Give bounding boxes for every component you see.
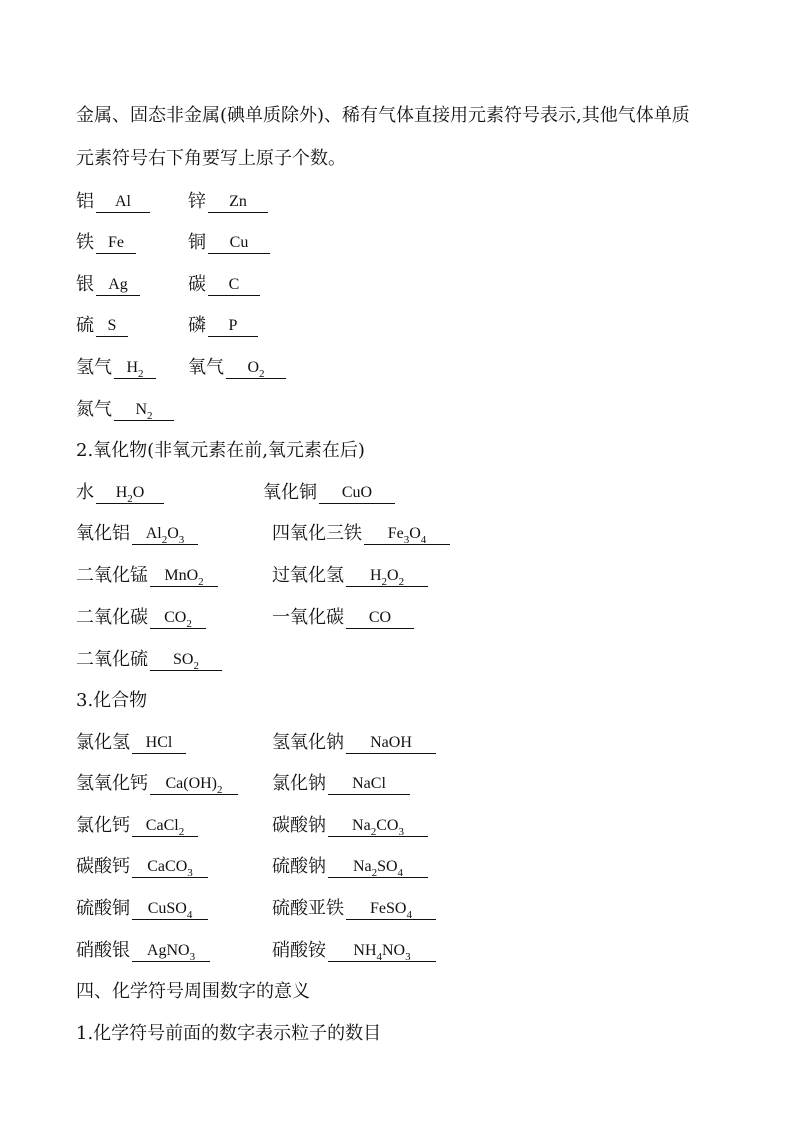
oxide-name: 二氧化锰 <box>76 565 148 586</box>
oxide-name: 氧化铝 <box>76 523 130 544</box>
formula-answer: FeSO$_4$ <box>346 897 436 920</box>
section-4-subtitle: 1.化学符号前面的数字表示粒子的数目 <box>76 1023 382 1044</box>
formula-answer: AgNO$_3$ <box>132 939 210 962</box>
formula-answer: $H_2$ <box>114 356 156 379</box>
element-name: 铁 <box>76 232 94 253</box>
formula-answer: S <box>96 314 128 337</box>
compound-name: 硫酸钠 <box>272 856 326 877</box>
compound-name: 氯化钙 <box>76 815 130 836</box>
formula-answer: C <box>208 273 260 296</box>
compound-name: 氢氧化钠 <box>272 732 344 753</box>
compound-name: 氯化氢 <box>76 732 130 753</box>
formula-answer: CaCl$_2$ <box>132 814 198 837</box>
formula-answer: HCl <box>132 731 186 754</box>
element-name: 铝 <box>76 191 94 212</box>
formula-answer: $H_2O_2$ <box>346 564 428 587</box>
compound-name: 硫酸铜 <box>76 898 130 919</box>
element-name: 铜 <box>188 232 206 253</box>
element-name: 氢气 <box>76 357 112 378</box>
formula-answer: Ag <box>96 273 140 296</box>
formula-answer: $O_2$ <box>226 356 286 379</box>
formula-answer: CuO <box>319 481 395 504</box>
formula-answer: Fe <box>96 231 136 254</box>
compound-name: 碳酸钙 <box>76 856 130 877</box>
formula-answer: NaCl <box>328 772 410 795</box>
formula-answer: MnO$_2$ <box>150 564 218 587</box>
section-3-title: 3.化合物 <box>76 690 148 711</box>
element-name: 银 <box>76 274 94 295</box>
oxide-name: 一氧化碳 <box>272 607 344 628</box>
formula-answer: $H_2O$ <box>96 481 164 504</box>
section-2-title: 2.氧化物(非氧元素在前,氧元素在后) <box>76 440 365 461</box>
intro-line-1: 金属、固态非金属(碘单质除外)、稀有气体直接用元素符号表示,其他气体单质 <box>76 105 690 126</box>
oxide-name: 氧化铜 <box>263 482 317 503</box>
formula-answer: CaCO$_3$ <box>132 855 208 878</box>
formula-answer: $Ca(OH)_2$ <box>150 772 238 795</box>
formula-answer: P <box>208 314 258 337</box>
intro-line-2: 元素符号右下角要写上原子个数。 <box>76 148 346 169</box>
element-name: 氧气 <box>188 357 224 378</box>
section-4-title: 四、化学符号周围数字的意义 <box>76 981 310 1002</box>
formula-answer: $SO_2$ <box>150 648 222 671</box>
element-name: 氮气 <box>76 399 112 420</box>
oxide-name: 二氧化碳 <box>76 607 148 628</box>
formula-answer: CO <box>346 606 414 629</box>
element-name: 磷 <box>188 315 206 336</box>
formula-answer: Cu <box>208 231 270 254</box>
compound-name: 氢氧化钙 <box>76 773 148 794</box>
formula-answer: Al <box>96 190 150 213</box>
formula-answer: CuSO$_4$ <box>132 897 208 920</box>
formula-answer: $Al_2O_3$ <box>132 522 198 545</box>
oxide-name: 二氧化硫 <box>76 649 148 670</box>
formula-answer: $Fe_3O_4$ <box>364 522 450 545</box>
formula-answer: $N_2$ <box>114 398 174 421</box>
compound-name: 碳酸钠 <box>272 815 326 836</box>
oxide-name: 水 <box>76 482 94 503</box>
formula-answer: $Na_2CO_3$ <box>328 814 428 837</box>
formula-answer: $Na_2SO_4$ <box>328 855 428 878</box>
compound-name: 氯化钠 <box>272 773 326 794</box>
formula-answer: NaOH <box>346 731 436 754</box>
oxide-name: 过氧化氢 <box>272 565 344 586</box>
compound-name: 硫酸亚铁 <box>272 898 344 919</box>
element-name: 碳 <box>188 274 206 295</box>
formula-answer: $NH_4NO_3$ <box>328 939 436 962</box>
formula-answer: $CO_2$ <box>150 606 206 629</box>
compound-name: 硝酸铵 <box>272 940 326 961</box>
element-name: 锌 <box>188 191 206 212</box>
formula-answer: Zn <box>208 190 268 213</box>
oxide-name: 四氧化三铁 <box>272 523 362 544</box>
element-name: 硫 <box>76 315 94 336</box>
compound-name: 硝酸银 <box>76 940 130 961</box>
